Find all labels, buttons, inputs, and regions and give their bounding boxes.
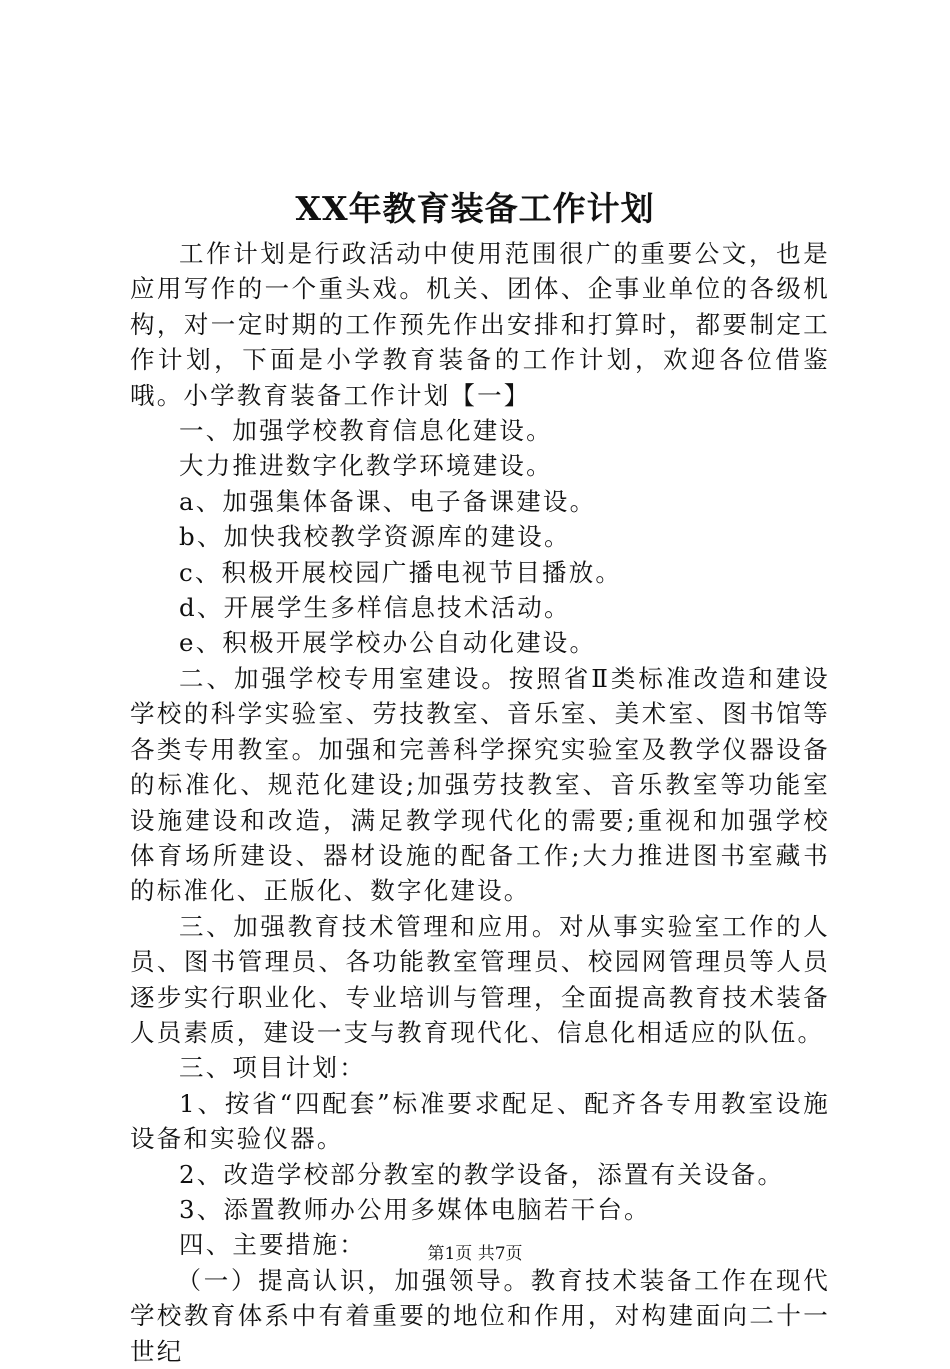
paragraph-project-plan-heading: 三、项目计划： bbox=[179, 1053, 366, 1083]
list-item-3: 3、添置教师办公用多媒体电脑若干台。 bbox=[179, 1194, 651, 1224]
paragraph-measure-1: （一）提高认识，加强领导。教育技术装备工作在现代学校教育体系中有着重要的地位和作用，对构建面向二十一世纪 bbox=[130, 1265, 830, 1366]
list-item-a: a、加强集体备课、电子备课建设。 bbox=[179, 486, 597, 516]
list-item-b: b、加快我校教学资源库的建设。 bbox=[179, 522, 571, 552]
paragraph-section-3: 三、加强教育技术管理和应用。对从事实验室工作的人员、图书管理员、各功能教室管理员、校园网管理员等人员逐步实行职业化、专业培训与管理，全面提高教育技术装备人员素质，建设一支与教育现代化、信息化相适应的队伍。 bbox=[130, 911, 830, 1047]
list-item-d: d、开展学生多样信息技术活动。 bbox=[179, 593, 571, 623]
page-number-footer: 第1页 共7页 bbox=[427, 1244, 523, 1264]
list-item-2: 2、改造学校部分教室的教学设备，添置有关设备。 bbox=[179, 1159, 785, 1189]
paragraph-section-1-heading: 一、加强学校教育信息化建设。 bbox=[179, 416, 553, 446]
paragraph-section-1-subheading: 大力推进数字化教学环境建设。 bbox=[179, 451, 553, 481]
document-title: XX年教育装备工作计划 bbox=[295, 189, 655, 228]
document-body bbox=[130, 236, 830, 1369]
list-item-e: e、积极开展学校办公自动化建设。 bbox=[179, 628, 597, 658]
list-item-1: 1、按省“四配套”标准要求配足、配齐各专用教室设施设备和实验仪器。 bbox=[130, 1088, 830, 1154]
paragraph-intro: 工作计划是行政活动中使用范围很广的重要公文，也是应用写作的一个重头戏。机关、团体、企事业单位的各级机构，对一定时期的工作预先作出安排和打算时，都要制定工作计划，下面是小学教育装备的工作计划，欢迎各位借鉴哦。小学教育装备工作计划【一】 bbox=[130, 239, 830, 410]
list-item-c: c、积极开展校园广播电视节目播放。 bbox=[179, 557, 623, 587]
paragraph-section-2: 二、加强学校专用室建设。按照省Ⅱ类标准改造和建设学校的科学实验室、劳技教室、音乐室、美术室、图书馆等各类专用教室。加强和完善科学探究实验室及教学仪器设备的标准化、规范化建设;加强劳技教室、音乐教室等功能室设施建设和改造，满足教学现代化的需要;重视和加强学校体育场所建设、器材设施的配备工作;大力推进图书室藏书的标准化、正版化、数字化建设。 bbox=[130, 663, 830, 906]
paragraph-measures-heading: 四、主要措施： bbox=[179, 1230, 366, 1260]
